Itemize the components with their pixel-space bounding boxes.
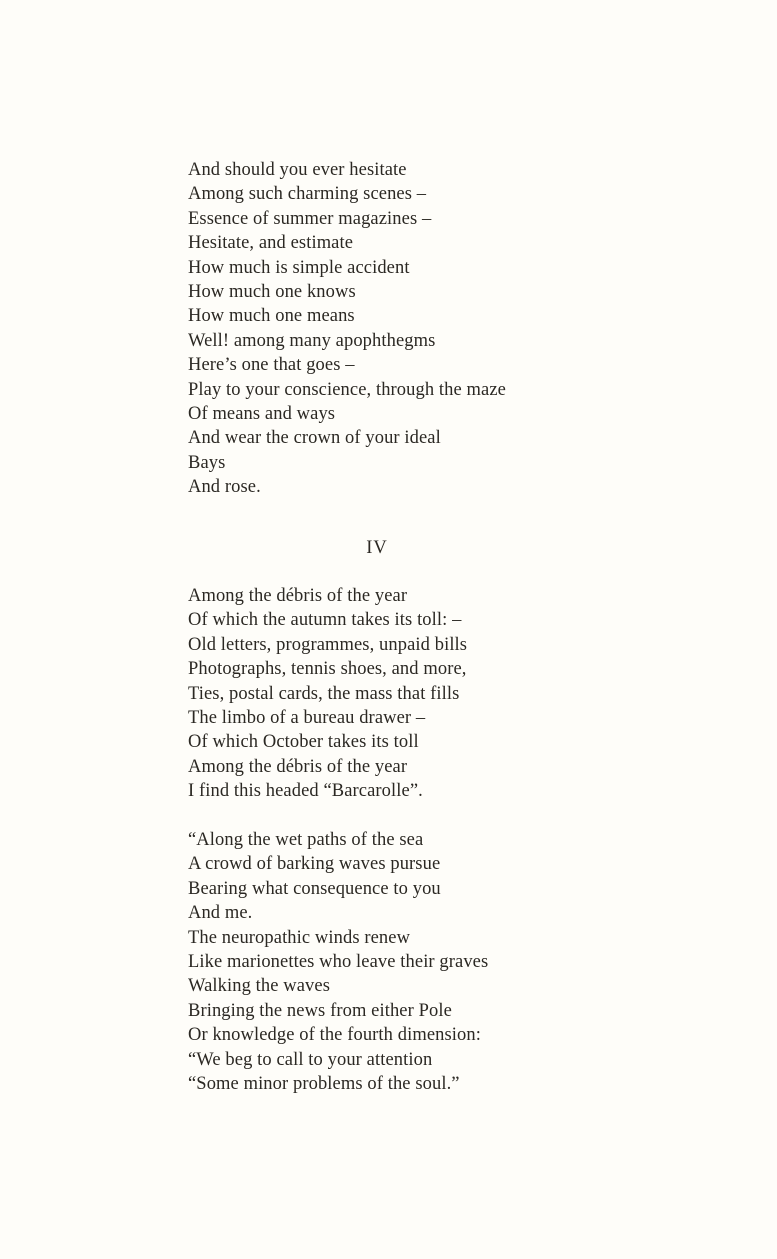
poem-line: Hesitate, and estimate <box>188 233 354 254</box>
poem-line: The neuropathic winds renew <box>188 927 411 948</box>
poem-line: Of means and ways <box>188 403 336 424</box>
poem-line: And wear the crown of your ideal <box>188 428 441 449</box>
poem-line: A crowd of barking waves pursue <box>188 854 441 875</box>
poem-line: Here’s one that goes – <box>188 355 355 376</box>
poem-line: “Some minor problems of the soul.” <box>188 1073 460 1094</box>
section-heading: IV <box>366 538 388 558</box>
poem-line: And me. <box>188 903 253 924</box>
poem-line: Among the débris of the year <box>188 586 408 606</box>
poem-line: Bearing what consequence to you <box>188 878 441 899</box>
poem-line: Of which October takes its toll <box>188 732 419 753</box>
poem-line: The limbo of a bureau drawer – <box>188 707 426 728</box>
poem-line: I find this headed “Barcarolle”. <box>188 781 423 802</box>
poem-line: And should you ever hesitate <box>188 160 407 180</box>
poem-line: Among such charming scenes – <box>188 184 427 205</box>
poem-line: Old letters, programmes, unpaid bills <box>188 634 468 655</box>
stanza <box>188 828 488 1096</box>
poem-line: Of which the autumn takes its toll: – <box>188 610 462 631</box>
stanza <box>188 584 467 804</box>
poem-line: Bringing the news from either Pole <box>188 1000 452 1021</box>
poem-line: “Along the wet paths of the sea <box>188 830 424 850</box>
poem-line: Well! among many apophthegms <box>188 330 436 351</box>
poem-line: Walking the waves <box>188 976 331 997</box>
poem-line: How much one knows <box>188 281 356 302</box>
poem-line: Essence of summer magazines – <box>188 208 432 229</box>
poem-line: Ties, postal cards, the mass that fills <box>188 683 460 704</box>
stanza <box>188 158 506 499</box>
poem-line: Like marionettes who leave their graves <box>188 951 489 972</box>
poem-line: Or knowledge of the fourth dimension: <box>188 1025 481 1046</box>
poem-line: Play to your conscience, through the maze <box>188 379 506 400</box>
poem-line: “We beg to call to your attention <box>188 1049 433 1070</box>
poem-line: And rose. <box>188 477 261 498</box>
poem-line: Among the débris of the year <box>188 756 408 777</box>
poem-line: How much one means <box>188 306 355 327</box>
poem-line: Bays <box>188 452 226 473</box>
poem-line: Photographs, tennis shoes, and more, <box>188 659 467 680</box>
poem-line: How much is simple accident <box>188 257 410 278</box>
